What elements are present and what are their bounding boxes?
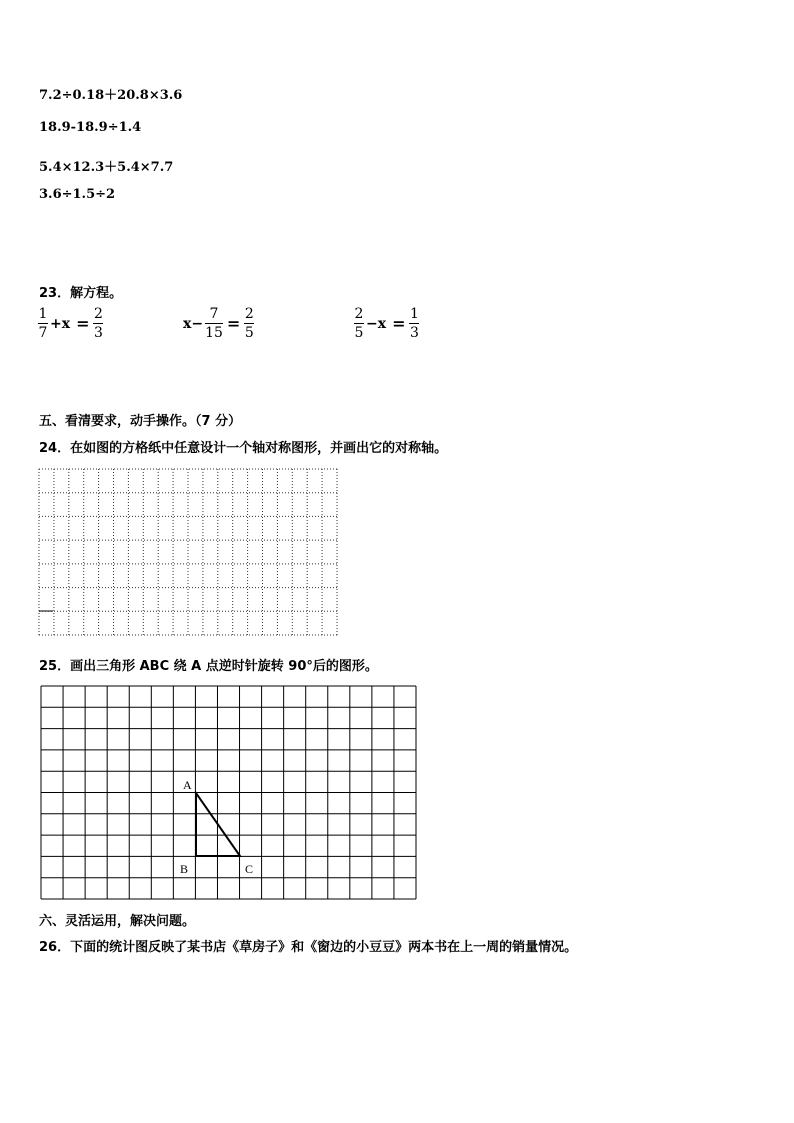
calc-line-2: 18.9-18.9÷1.4: [39, 120, 142, 135]
numerator: 2: [354, 306, 364, 322]
denominator: 5: [244, 325, 254, 341]
point-a-label: A: [183, 778, 192, 792]
operator: x−: [183, 315, 204, 332]
numerator: 1: [410, 306, 419, 322]
fraction: [354, 306, 364, 341]
equals-sign: =: [226, 314, 241, 333]
fraction: [93, 306, 103, 341]
section-5-title: 五、看清要求，动手操作。（7 分）: [39, 414, 242, 429]
q26-text: 26．下面的统计图反映了某书店《草房子》和《窗边的小豆豆》两本书在上一周的销量情况。: [39, 940, 578, 955]
q23-title: 23．解方程。: [39, 286, 123, 301]
equation-3: [354, 306, 419, 341]
equals-sign: =: [392, 314, 406, 333]
denominator: 3: [410, 325, 419, 341]
dotted-grid: [38, 468, 340, 638]
calc-line-1: 7.2÷0.18＋20.8×3.6: [39, 88, 183, 103]
q25-text: 25．画出三角形 ABC 绕 A 点逆时针旋转 90°后的图形。: [39, 659, 378, 674]
numerator: 2: [244, 306, 254, 322]
calc-line-4: 3.6÷1.5÷2: [39, 187, 116, 202]
numerator: 7: [209, 306, 219, 322]
square-grid: [40, 685, 420, 903]
triangle-abc: [196, 793, 240, 856]
fraction: [205, 306, 223, 341]
denominator: 3: [94, 325, 103, 341]
point-b-label: B: [180, 862, 189, 876]
denominator: 7: [38, 325, 48, 341]
point-c-label: C: [245, 862, 254, 876]
fraction: [38, 306, 48, 341]
calc-line-3: 5.4×12.3＋5.4×7.7: [39, 160, 174, 175]
equation-2: [181, 306, 254, 341]
numerator: 2: [94, 306, 103, 322]
denominator: 15: [205, 325, 223, 341]
equation-1: [38, 306, 103, 341]
operator: −x: [366, 315, 387, 332]
fraction: [244, 306, 254, 341]
q24-text: 24．在如图的方格纸中任意设计一个轴对称图形，并画出它的对称轴。: [39, 441, 448, 456]
denominator: 5: [354, 325, 364, 341]
section-6-title: 六、灵活运用，解决问题。: [39, 914, 196, 929]
operator: +x: [50, 315, 71, 332]
numerator: 1: [38, 306, 48, 322]
fraction: [409, 306, 419, 341]
equals-sign: =: [76, 314, 90, 333]
